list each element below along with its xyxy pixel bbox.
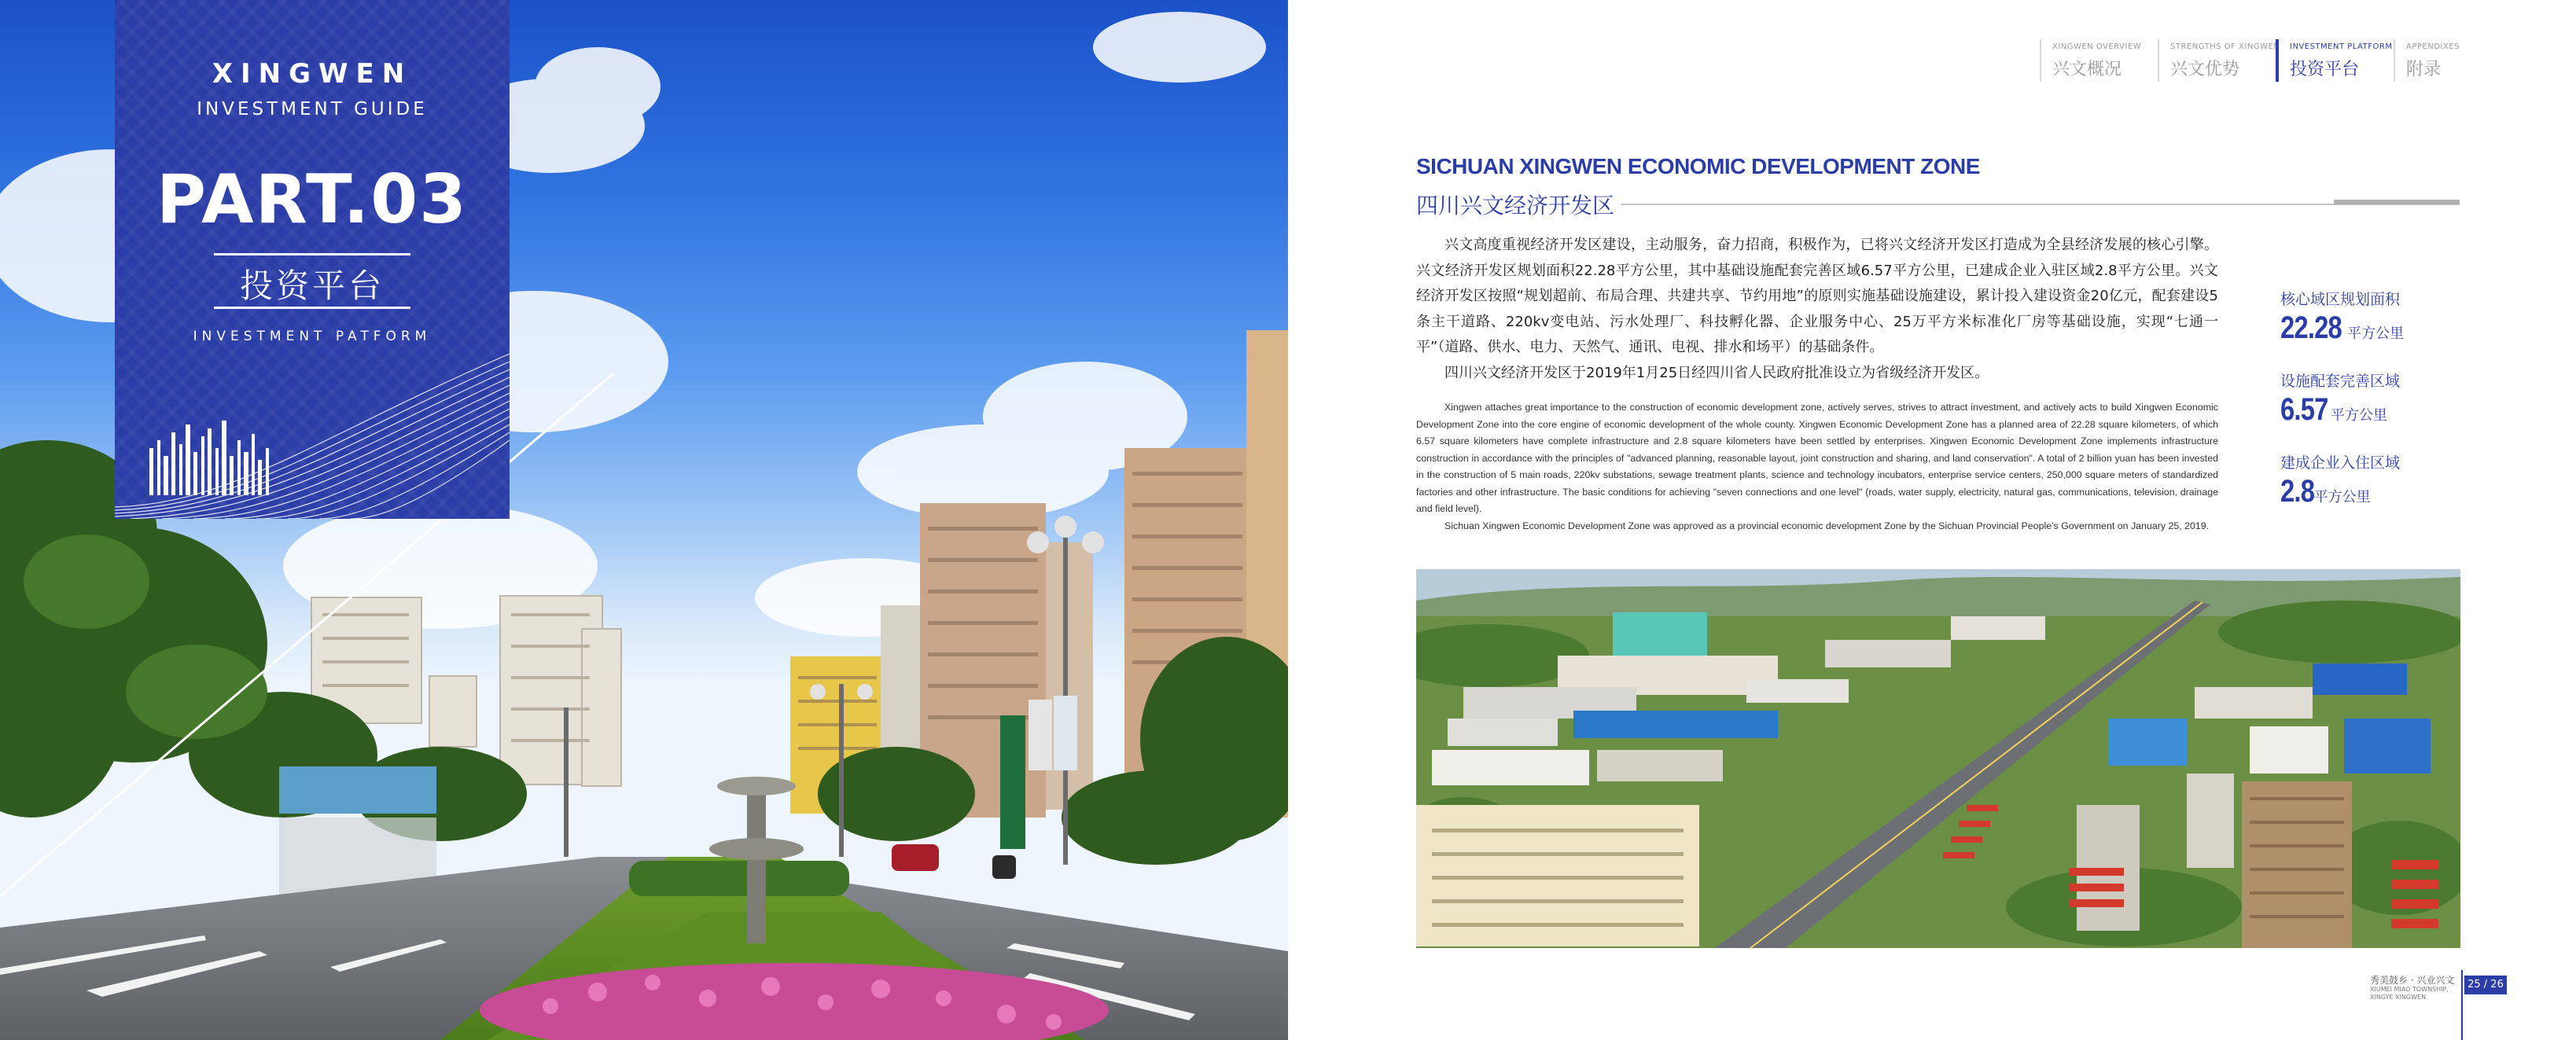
nav-item-overview[interactable] (2040, 39, 2158, 82)
nav-item-en: STRENGTHS OF XINGWEN (2170, 42, 2280, 51)
section-title-cn: 四川兴文经济开发区 (1416, 193, 1615, 219)
body-text-en (1416, 399, 2218, 535)
paragraph-en: Xingwen attaches great importance to the construction of economic development zone, actively serves, strives to attract investment, and actively acts to build Xingwen Economic Development Zone into the core engine of economic development of the whole county. Xingwen Economic Development Zone has a planned area of 22.28 square kilometers, of which 6.57 square kilometers have complete infrastructure and 2.8 square kilometers have been settled by enterprises. Xingwen Economic Development Zone implements infrastructure construction in accordance with the principles of "advanced planning, reasonable layout, joint construction and sharing, and land conservation". A total of 2 billion yuan has been invested in the construction of 5 main roads, 220kv substations, sewage treatment plants, science and technology incubators, enterprise service centers, 250,000 square meters of standardized factories and other infrastructure. The basic conditions for achieving "seven connections and one level" (roads, water supply, electricity, natural gas, communications, television, drainage and field level). (1416, 402, 2218, 514)
nav-item-cn: 兴文概况 (2052, 60, 2122, 79)
nav-item-cn: 兴文优势 (2170, 60, 2240, 79)
paragraph-cn: 兴文高度重视经济开发区建设，主动服务，奋力招商，积极作为，已将兴文经济开发区打造成为全县经济发展的核心引擎。兴文经济开发区规划面积22.28平方公里，其中基础设施配套完善区域6.57平方公里，已建成企业入驻区域2.8平方公里。兴文经济开发区按照“规划超前、布局合理、共建共享、节约用地”的原则实施基础设施建设，累计投入建设资金20亿元，配套建设5条主干道路、220kv变电站、污水处理厂、科技孵化器、企业服务中心、25万平方米标准化厂房等基础设施，实现“七通一平”（道路、供水、电力、天然气、通讯、电视、排水和场平）的基础条件。 (1416, 237, 2218, 355)
footer-slogan-en-line: XIUMEI MIAO TOWNSHIP, (2370, 986, 2449, 993)
stat-label: 建成企业入住区域 (2280, 454, 2401, 472)
section-nav (2040, 39, 2512, 82)
footer-slogan-en (2370, 986, 2449, 1001)
cover-title-cn: 投资平台 (239, 266, 385, 305)
stat-value: 2.8 (2280, 474, 2315, 509)
nav-item-en: INVESTMENT PLATFORM (2290, 42, 2393, 51)
nav-item-en: XINGWEN OVERVIEW (2052, 42, 2142, 51)
city-wave-graphic (115, 346, 510, 519)
stat-label: 设施配套完善区域 (2280, 373, 2401, 390)
cover-title-en: INVESTMENT PATFORM (193, 329, 432, 344)
nav-item-investment-platform[interactable] (2276, 39, 2394, 82)
nav-item-cn: 投资平台 (2290, 60, 2360, 79)
cover-guide-subtitle: INVESTMENT GUIDE (197, 99, 428, 119)
cover-panel (115, 0, 510, 519)
nav-item-en: APPENDIXES (2406, 42, 2460, 51)
nav-item-strengths[interactable] (2158, 39, 2280, 82)
aerial-photo (1416, 569, 2460, 948)
stat-enterprise-area (2280, 451, 2400, 509)
cover-brand: XINGWEN (212, 58, 413, 90)
stat-infrastructure-area (2280, 369, 2400, 428)
cover-part-number: PART.03 (156, 160, 468, 239)
stat-value: 22.28 (2280, 311, 2342, 345)
footer-rule (2461, 970, 2463, 1040)
section-title-en: SICHUAN XINGWEN ECONOMIC DEVELOPMENT ZONE (1416, 154, 1980, 178)
cover-divider-top (214, 253, 410, 255)
stat-label: 核心域区规划面积 (2280, 291, 2401, 308)
title-rule-accent (2334, 200, 2460, 204)
body-text-cn (1416, 233, 2218, 386)
paragraph-en: Sichuan Xingwen Economic Development Zone was approved as a provincial economic development Zone by the Sichuan Provincial People's Government on January 25, 2019. (1444, 520, 2210, 531)
stat-value: 6.57 (2280, 392, 2328, 427)
page-number-badge: 25 / 26 (2464, 976, 2507, 994)
cover-divider-bottom (214, 307, 410, 309)
stat-unit: 平方公里 (2313, 489, 2371, 505)
stat-unit: 平方公里 (2330, 407, 2387, 424)
paragraph-cn: 四川兴文经济开发区于2019年1月25日经四川省人民政府批准设立为省级经济开发区。 (1444, 364, 1989, 381)
stat-unit: 平方公里 (2347, 325, 2405, 342)
footer-slogan-cn: 秀美鼓乡 · 兴业兴文 (2370, 975, 2455, 986)
stat-core-area (2280, 288, 2404, 346)
nav-item-appendixes[interactable] (2394, 39, 2512, 82)
right-page-content (1288, 0, 2576, 1040)
nav-item-cn: 附录 (2406, 60, 2442, 79)
footer-slogan-en-line: XINGYE XINGWEN (2370, 994, 2427, 1001)
